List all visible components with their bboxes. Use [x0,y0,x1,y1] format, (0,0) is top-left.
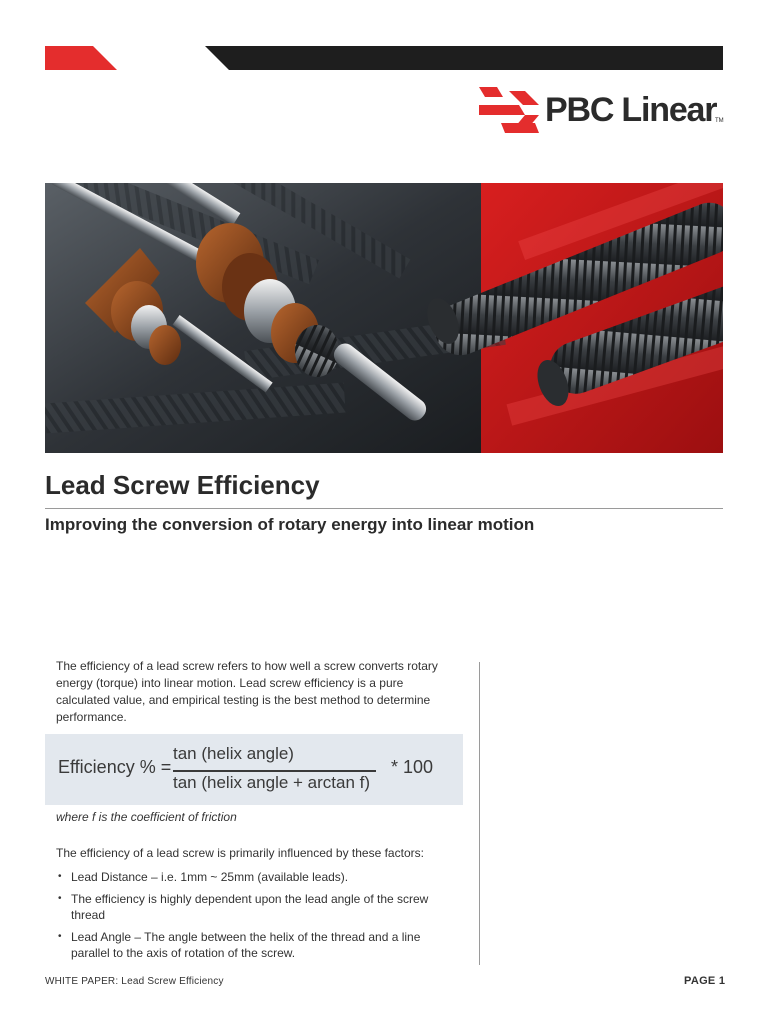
hero-image [45,183,723,453]
header-banner [45,46,723,70]
fraction-bar [173,770,376,772]
list-item: • The efficiency is highly dependent upon the lead angle of the screw thread [56,891,456,923]
page-number: PAGE 1 [684,975,726,987]
formula-note: where f is the coefficient of friction [56,810,237,824]
column-divider [479,662,480,965]
pbc-linear-mark-icon [479,85,545,135]
efficiency-formula [45,734,463,805]
list-item: • Lead Distance – i.e. 1mm ~ 25mm (available leads). [56,869,456,885]
footer-document-title: WHITE PAPER: Lead Screw Efficiency [45,976,224,987]
title-divider [45,508,723,509]
formula-numerator: tan (helix angle) [173,744,294,763]
page-subtitle: Improving the conversion of rotary energy into linear motion [45,515,535,534]
page-title: Lead Screw Efficiency [45,470,320,500]
formula-denominator: tan (helix angle + arctan f) [173,773,371,792]
factors-intro: The efficiency of a lead screw is primarily influenced by these factors: [56,846,424,860]
hero-illustration [45,183,723,453]
factors-list [56,869,456,967]
banner-label: WHITE PAPER [119,50,209,64]
intro-text: The efficiency of a lead screw refers to how well a screw converts rotary energy (torque) into linear motion. Lead screw efficiency is a pure calculated value, and empirical testing is the best method to determine performance. [56,659,438,724]
formula-lhs: Efficiency % = [58,757,172,777]
company-logo [479,85,724,135]
intro-paragraph [56,658,456,726]
formula-multiplier: * 100 [391,757,434,777]
logo-wordmark: PBC Linear [545,91,717,129]
logo-trademark: TM [715,118,724,124]
list-item: • Lead Angle – The angle between the helix of the thread and a line parallel to the axis of rotation of the screw. [56,929,456,961]
